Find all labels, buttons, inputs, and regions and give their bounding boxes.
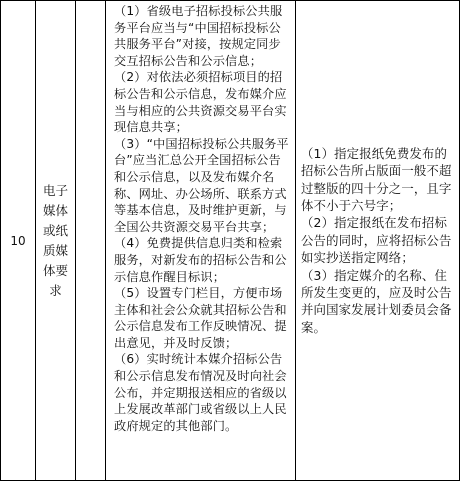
- newspaper-requirement-item: （3）指定媒介的名称、住所发生变更的，应及时公告并向国家发展计划委员会备案。: [301, 267, 452, 335]
- row-number-cell: [1, 1, 35, 480]
- column-divider: [75, 1, 76, 480]
- row-number: 10: [10, 233, 26, 248]
- platform-requirement-item: （1）省级电子招标投标公共服务平台应当与“中国招标投标公共服务平台”对接，按规定同步交互招标公告和公示信息；: [114, 4, 283, 68]
- platform-requirement-item: （2）对依法必须招标项目的招标公告和公示信息，发布媒介应当与相应的公共资源交易平台实现信息共享；: [114, 70, 287, 135]
- newspaper-requirement-item: （2）指定报纸在发布招标公告的同时，应将招标公告如实抄送指定网络；: [301, 215, 452, 266]
- platform-requirement-item: （5）设置专门栏目，方便市场主体和社会公众就其招标公告和公示信息发布工作反映情况、提出意见，并及时反馈；: [114, 286, 287, 350]
- newspaper-requirement-item: （1）指定报纸免费发布的招标公告所占版面一般不超过整版的四十分之一，且字体不小于六号字；: [301, 145, 452, 213]
- platform-requirements-cell: [105, 1, 295, 480]
- platform-requirement-item: （3）“中国招标投标公共服务平台”应当汇总公开全国招标公告和公示信息，以及发布媒介名称、网址、办公场所、联系方式等基本信息，及时维护更新，与全国公共资源交易平台共享；: [114, 136, 289, 234]
- platform-requirement-item: （4）免费提供信息归类和检索服务，对新发布的招标公告和公示信息作醒目标识；: [114, 236, 287, 284]
- category-cell: [36, 1, 75, 480]
- category-label: 电子媒体或纸质媒体要求: [42, 182, 68, 298]
- platform-requirement-item: （6）实时统计本媒介招标公告和公示信息发布情况及时向社会公布，并定期报送相应的省级以上发展改革部门或省级以上人民政府规定的其他部门。: [114, 352, 287, 433]
- newspaper-requirements-cell: [296, 1, 460, 480]
